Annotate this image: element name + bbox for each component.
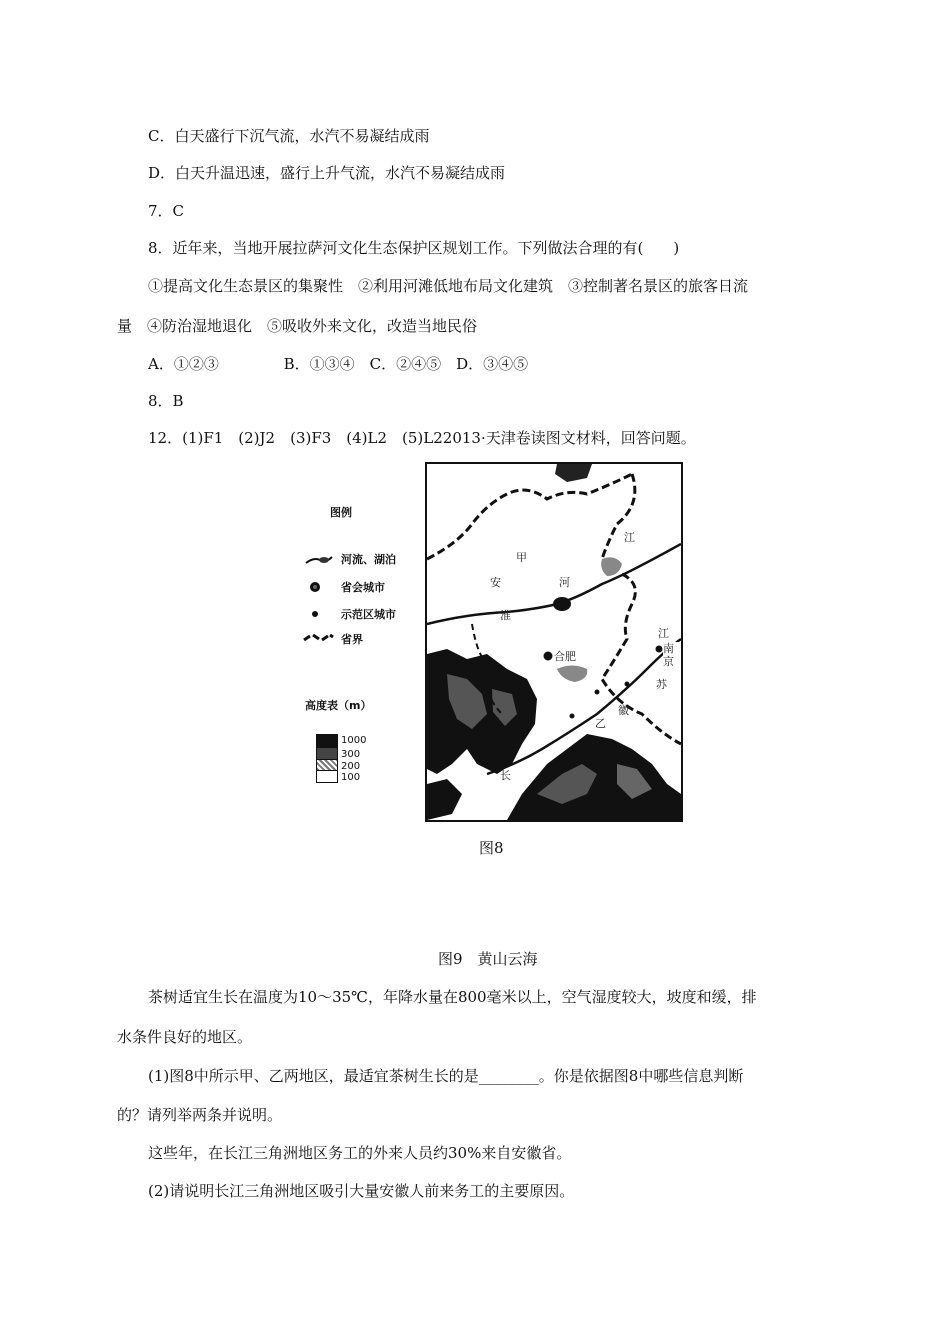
height-table-title: 高度表（m） (305, 699, 372, 712)
answer-7: 7．C (148, 202, 185, 220)
question-12: 12．(1)F1 (2)J2 (3)F3 (4)L2 (5)L22013·天津卷读图文材料，回答问题。 (148, 429, 696, 447)
map-label-yi: 乙 (595, 717, 606, 730)
tea-conditions-line1: 茶树适宜生长在温度为10～35℃，年降水量在800毫米以上，空气湿度较大，坡度和缓，排 (148, 988, 757, 1006)
question-8: 8．近年来，当地开展拉萨河文化生态保护区规划工作。下列做法合理的有( ) (148, 239, 680, 257)
sub-question-2: (2)请说明长江三角洲地区吸引大量安徽人前来务工的主要原因。 (148, 1182, 575, 1200)
legend-river-lake: 河流、湖泊 (341, 553, 396, 566)
demo-city-icon (310, 609, 320, 619)
migrants-statement: 这些年，在长江三角洲地区务工的外来人员约30%来自安徽省。 (148, 1144, 572, 1162)
map-label-su: 苏 (656, 678, 667, 691)
answer-8: 8．B (148, 392, 184, 410)
map-label-chang: 长 (500, 769, 511, 782)
map-label-an: 安 (490, 576, 501, 589)
height-label-1000: 1000 (341, 735, 367, 746)
height-label-200: 200 (341, 761, 361, 772)
question-8-options-line2: 量 ④防治湿地退化 ⑤吸收外来文化，改造当地民俗 (117, 317, 478, 335)
option-d: D．白天升温迅速，盛行上升气流，水汽不易凝结成雨 (148, 164, 506, 182)
legend-provincial-capital: 省会城市 (341, 581, 385, 594)
question-8-choices: A．①②③ B．①③④ C．②④⑤ D．③④⑤ (148, 355, 529, 373)
map-drawing (427, 464, 681, 820)
map-label-huai: 淮 (500, 609, 511, 622)
legend-title: 图例 (330, 506, 352, 519)
sub-question-1-line1: (1)图8中所示甲、乙两地区，最适宜茶树生长的是________。你是依据图8中哪些信息判断 (148, 1067, 744, 1085)
option-c: C．白天盛行下沉气流，水汽不易凝结成雨 (148, 127, 430, 145)
map-label-jiang2: 江 (658, 627, 669, 640)
anhui-map (425, 462, 683, 822)
height-label-300: 300 (341, 749, 361, 760)
question-8-options-line1: ①提高文化生态景区的集聚性 ②利用河滩低地布局文化建筑 ③控制著名景区的旅客日流 (148, 277, 749, 295)
map-label-hui: 徽 (618, 704, 629, 717)
map-label-he: 河 (559, 576, 570, 589)
height-label-100: 100 (341, 772, 361, 783)
provincial-capital-icon (308, 580, 322, 594)
figure-9-caption: 图9 黄山云海 (438, 950, 538, 968)
height-swatch-100 (316, 770, 338, 783)
map-label-nanjing: 南京 (663, 642, 681, 668)
river-legend-icon (304, 553, 334, 567)
map-label-hefei: 合肥 (554, 650, 576, 663)
tea-conditions-line2: 水条件良好的地区。 (117, 1028, 253, 1046)
map-label-jiang1: 江 (624, 531, 635, 544)
legend-demo-city: 示范区城市 (341, 608, 396, 621)
figure-8-caption: 图8 (479, 839, 504, 857)
province-border-icon (302, 632, 334, 644)
map-label-jia: 甲 (516, 551, 527, 564)
legend-province-border: 省界 (341, 633, 363, 646)
height-swatch-1000 (316, 734, 338, 748)
sub-question-1-line2: 的？请列举两条并说明。 (117, 1106, 283, 1124)
